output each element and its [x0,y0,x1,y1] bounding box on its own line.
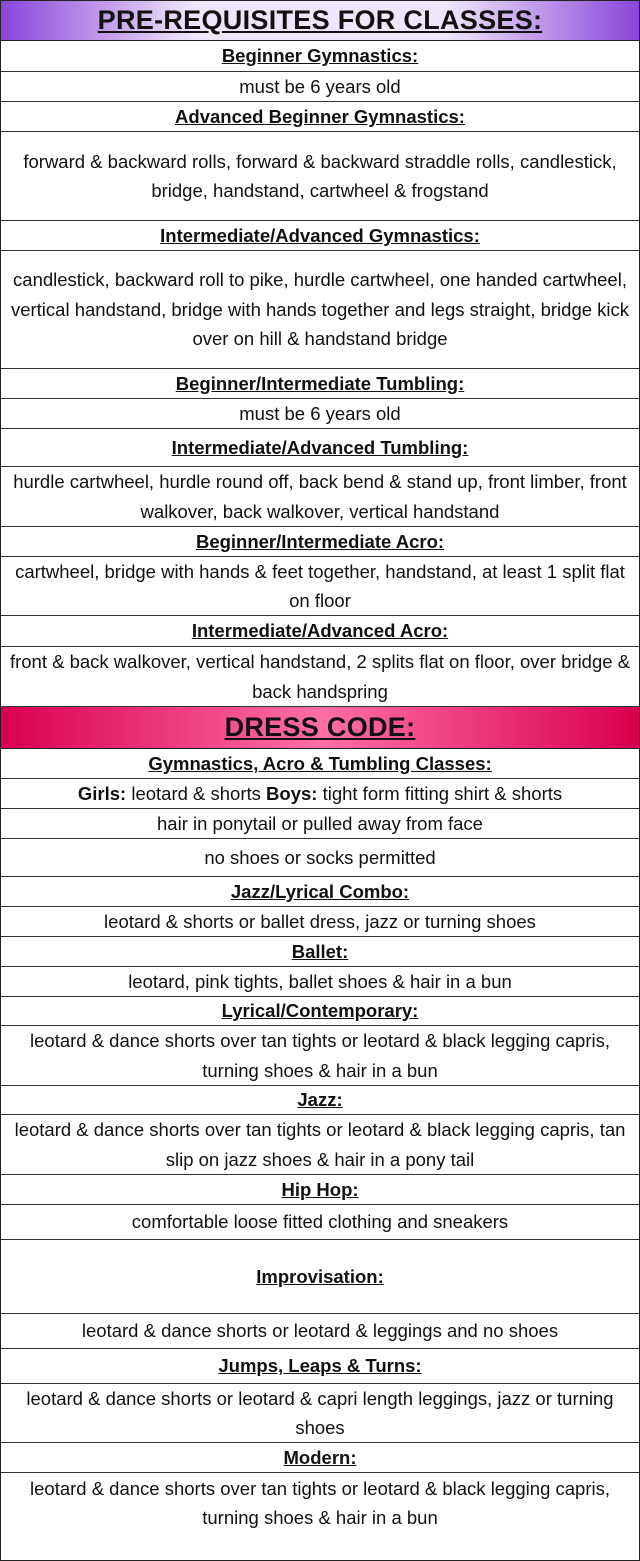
dress-heading [1,1443,639,1473]
dress-heading-text: Jazz/Lyrical Combo: [230,880,410,902]
dress-detail [1,839,639,877]
dress-title-banner [1,707,639,749]
dress-heading [1,1349,639,1384]
prereq-heading [1,429,639,467]
prereq-detail [1,72,639,102]
prereq-heading [1,102,639,132]
dress-detail [1,1205,639,1240]
prereq-heading [1,527,639,557]
dress-detail [1,1473,639,1533]
dress-heading [1,1175,639,1205]
dress-detail-text: leotard & dance shorts or leotard & leggings and no shoes [81,1320,559,1342]
prereq-heading-text: Beginner/Intermediate Acro: [195,530,445,552]
prereq-detail-text: must be 6 years old [239,75,401,97]
prereq-detail [1,399,639,429]
dress-detail [1,967,639,997]
prereq-detail-text: forward & backward rolls, forward & backward straddle rolls, candlestick, bridge, handstand, cartwheel & frogstand [23,150,617,201]
dress-detail [1,809,639,839]
dress-detail-text: leotard & dance shorts over tan tights or leotard & black legging capris, turning shoes & hair in a bun [30,1030,610,1081]
dress-heading [1,1240,639,1314]
girls-label: Girls: [77,782,127,804]
dress-detail [1,1314,639,1349]
boys-label: Boys: [266,782,318,804]
dress-heading [1,877,639,907]
prereq-heading-text: Advanced Beginner Gymnastics: [175,105,465,127]
dress-detail-text: leotard & dance shorts over tan tights or leotard & black legging capris, tan slip on jazz shoes & hair in a pony tail [14,1119,626,1170]
dress-detail [1,907,639,937]
dress-heading-text: Jazz: [297,1089,343,1111]
dress-attire-text [78,779,562,809]
dress-list [1,749,639,1533]
dress-heading-text: Gymnastics, Acro & Tumbling Classes: [148,752,492,774]
prereq-detail [1,647,639,707]
dress-detail-text: leotard & shorts or ballet dress, jazz or turning shoes [104,910,536,932]
prereq-heading [1,369,639,399]
dress-detail [1,779,639,809]
prereq-heading-text: Intermediate/Advanced Acro: [191,620,449,642]
boys-text: tight form fitting shirt & shorts [317,782,563,804]
dress-detail-text: hair in ponytail or pulled away from face [157,812,483,834]
prereq-detail-text: front & back walkover, vertical handstand, 2 splits flat on floor, over bridge & back handspring [9,651,631,702]
prereq-detail [1,557,639,616]
dress-title: DRESS CODE: [224,711,416,742]
dress-detail [1,1384,639,1443]
dress-heading-text: Ballet: [291,940,349,962]
prereq-detail-text: must be 6 years old [239,402,401,424]
girls-text: leotard & shorts [126,782,267,804]
prereq-detail-text: cartwheel, bridge with hands & feet together, handstand, at least 1 split flat on floor [15,560,625,611]
prereq-heading-text: Beginner Gymnastics: [221,45,419,67]
dress-detail [1,1026,639,1086]
dress-detail-text: leotard & dance shorts or leotard & capri length leggings, jazz or turning shoes [26,1387,614,1438]
dress-heading-text: Hip Hop: [281,1178,359,1200]
prereq-detail [1,467,639,527]
prereq-title: PRE-REQUISITES FOR CLASSES: [97,4,543,35]
prereq-heading [1,41,639,72]
prereq-detail-text: candlestick, backward roll to pike, hurdle cartwheel, one handed cartwheel, vertical handstand, bridge with hands together and legs straight, bridge kick over on hill & handstand bridge [10,269,630,350]
dress-heading [1,1086,639,1115]
dress-heading [1,997,639,1026]
prereq-heading-text: Beginner/Intermediate Tumbling: [175,372,465,394]
dress-heading-text: Jumps, Leaps & Turns: [218,1355,422,1377]
dress-detail-text: leotard & dance shorts over tan tights or leotard & black legging capris, turning shoes & hair in a bun [30,1477,610,1528]
prereq-heading-text: Intermediate/Advanced Tumbling: [171,436,469,458]
prereq-list [1,41,639,707]
dress-heading [1,937,639,967]
dress-detail-text: comfortable loose fitted clothing and sneakers [131,1211,509,1233]
dress-heading [1,749,639,779]
prereq-heading [1,221,639,251]
dress-heading-text: Modern: [283,1446,357,1468]
prereq-heading [1,616,639,647]
prereq-detail [1,251,639,369]
dress-heading-text: Improvisation: [256,1265,384,1287]
prereq-detail [1,132,639,221]
prereq-heading-text: Intermediate/Advanced Gymnastics: [160,224,480,246]
dress-detail-text: no shoes or socks permitted [204,846,436,868]
dress-detail [1,1115,639,1175]
dress-heading-text: Lyrical/Contemporary: [221,1000,419,1022]
dress-detail-text: leotard, pink tights, ballet shoes & hair in a bun [128,970,512,992]
prereq-detail-text: hurdle cartwheel, hurdle round off, back bend & stand up, front limber, front walkover, back walkover, vertical handstand [13,471,627,522]
prereq-title-banner [1,1,639,41]
